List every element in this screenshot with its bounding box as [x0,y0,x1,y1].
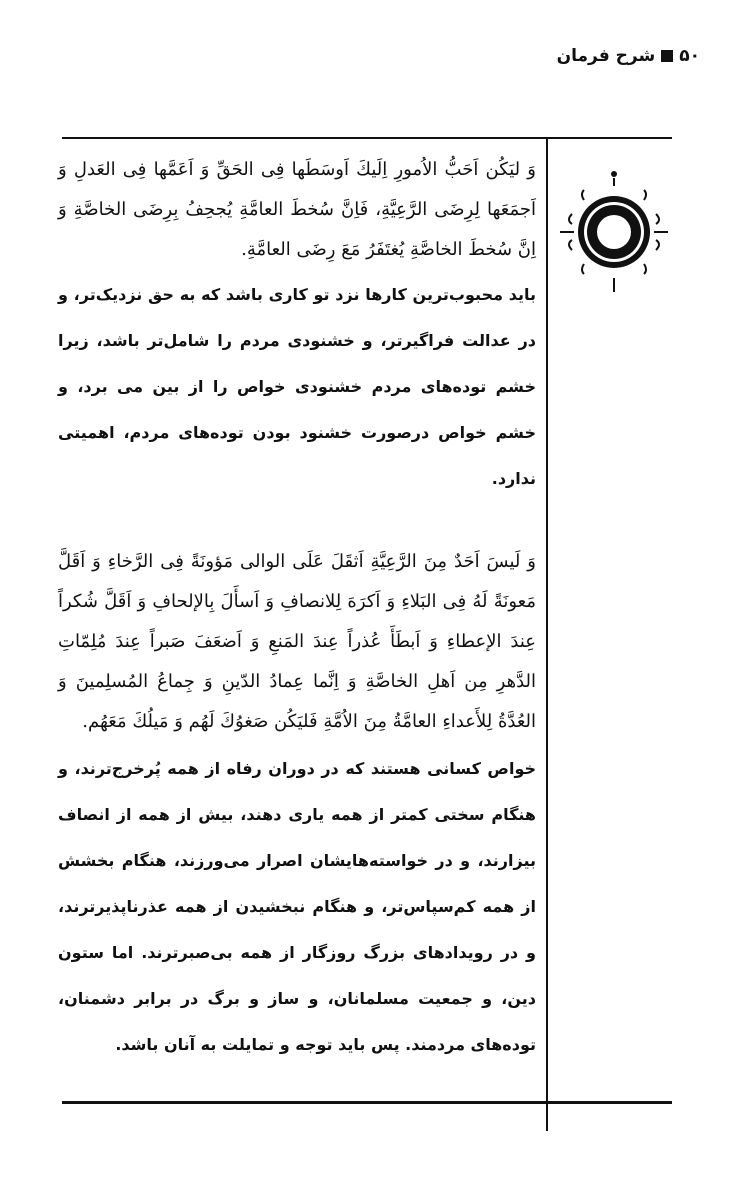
book-title: شرح فرمان [556,46,656,66]
page-number: ۵۰ [679,46,700,66]
running-header [557,46,700,66]
margin-rule [546,137,548,1131]
main-text [58,150,536,1068]
top-rule [62,137,672,139]
circular-sun-ornament-icon [560,170,668,298]
persian-translation-2: خواص کسانی هستند که در دوران رفاه از همه پُرخرج‌ترند، و هنگام سختی کمتر از همه یاری دهند، بیش از همه از انصاف بیزارند، و در خواسته‌هایشان اصرار می‌ورزند، هنگام بخشش از همه کم‌سپاس‌تر، و هنگام نبخشیدن از همه عذرناپذیرترند، و در رویدادهای بزرگ روزگار از همه بی‌صبرترند. اما ستون دین، و جمعیت مسلمانان، و ساز و برگ در برابر دشمنان، توده‌های مردمند. پس باید توجه و تمایلت به آنان باشد. [58,759,536,1054]
persian-translation-1: باید محبوب‌ترین کارها نزد تو کاری باشد که به حق نزدیک‌تر، و در عدالت فراگیرتر، و خشنودی مردم را شامل‌تر باشد، زیرا خشم توده‌های مردم خشنودی خواص را از بین می برد، و خشم خواص درصورت خشنود بودن توده‌های مردم، اهمیتی ندارد. [58,285,536,488]
arabic-passage-1: وَ لیَکُن اَحَبُّ الاُمورِ اِلَیكَ اَوسَطَها فِی الحَقِّ وَ اَعَمَّها فِی العَدلِ وَ اَجمَعَها لِرِضَی الرَّعِیَّةِ، فَاِنَّ سُخطَ العامَّةِ یُجحِفُ بِرِضَی الخاصَّةِ وَ اِنَّ سُخطَ الخاصَّةِ یُغتَفَرُ مَعَ رِضَی العامَّةِ. [58,159,536,260]
arabic-passage-2: وَ لَیسَ اَحَدٌ مِنَ الرَّعِیَّةِ اَثقَلَ عَلَی الوالی مَؤونَةً فِی الرَّخاءِ وَ اَقَلَّ مَعونَةً لَهُ فِی البَلاءِ وَ اَکرَهَ لِلانصافِ وَ اَسأَلَ بِالإلحافِ وَ اَقَلَّ شُکراً عِندَ الإعطاءِ وَ اَبطَأَ عُذراً عِندَ المَنعِ وَ اَضعَفَ صَبراً عِندَ مُلِمّاتِ الدَّهرِ مِن اَهلِ الخاصَّةِ وَ اِنَّما عِمادُ الدّینِ وَ جِماعُ المُسلِمینَ وَ العُدَّةُ لِلأَعداءِ العامَّةُ مِنَ الاُمَّةِ فَلیَکُن صَغوُكَ لَهُم وَ مَیلُكَ مَعَهُم. [58,551,536,732]
header-square-icon [661,50,673,62]
bottom-rule [62,1101,672,1104]
